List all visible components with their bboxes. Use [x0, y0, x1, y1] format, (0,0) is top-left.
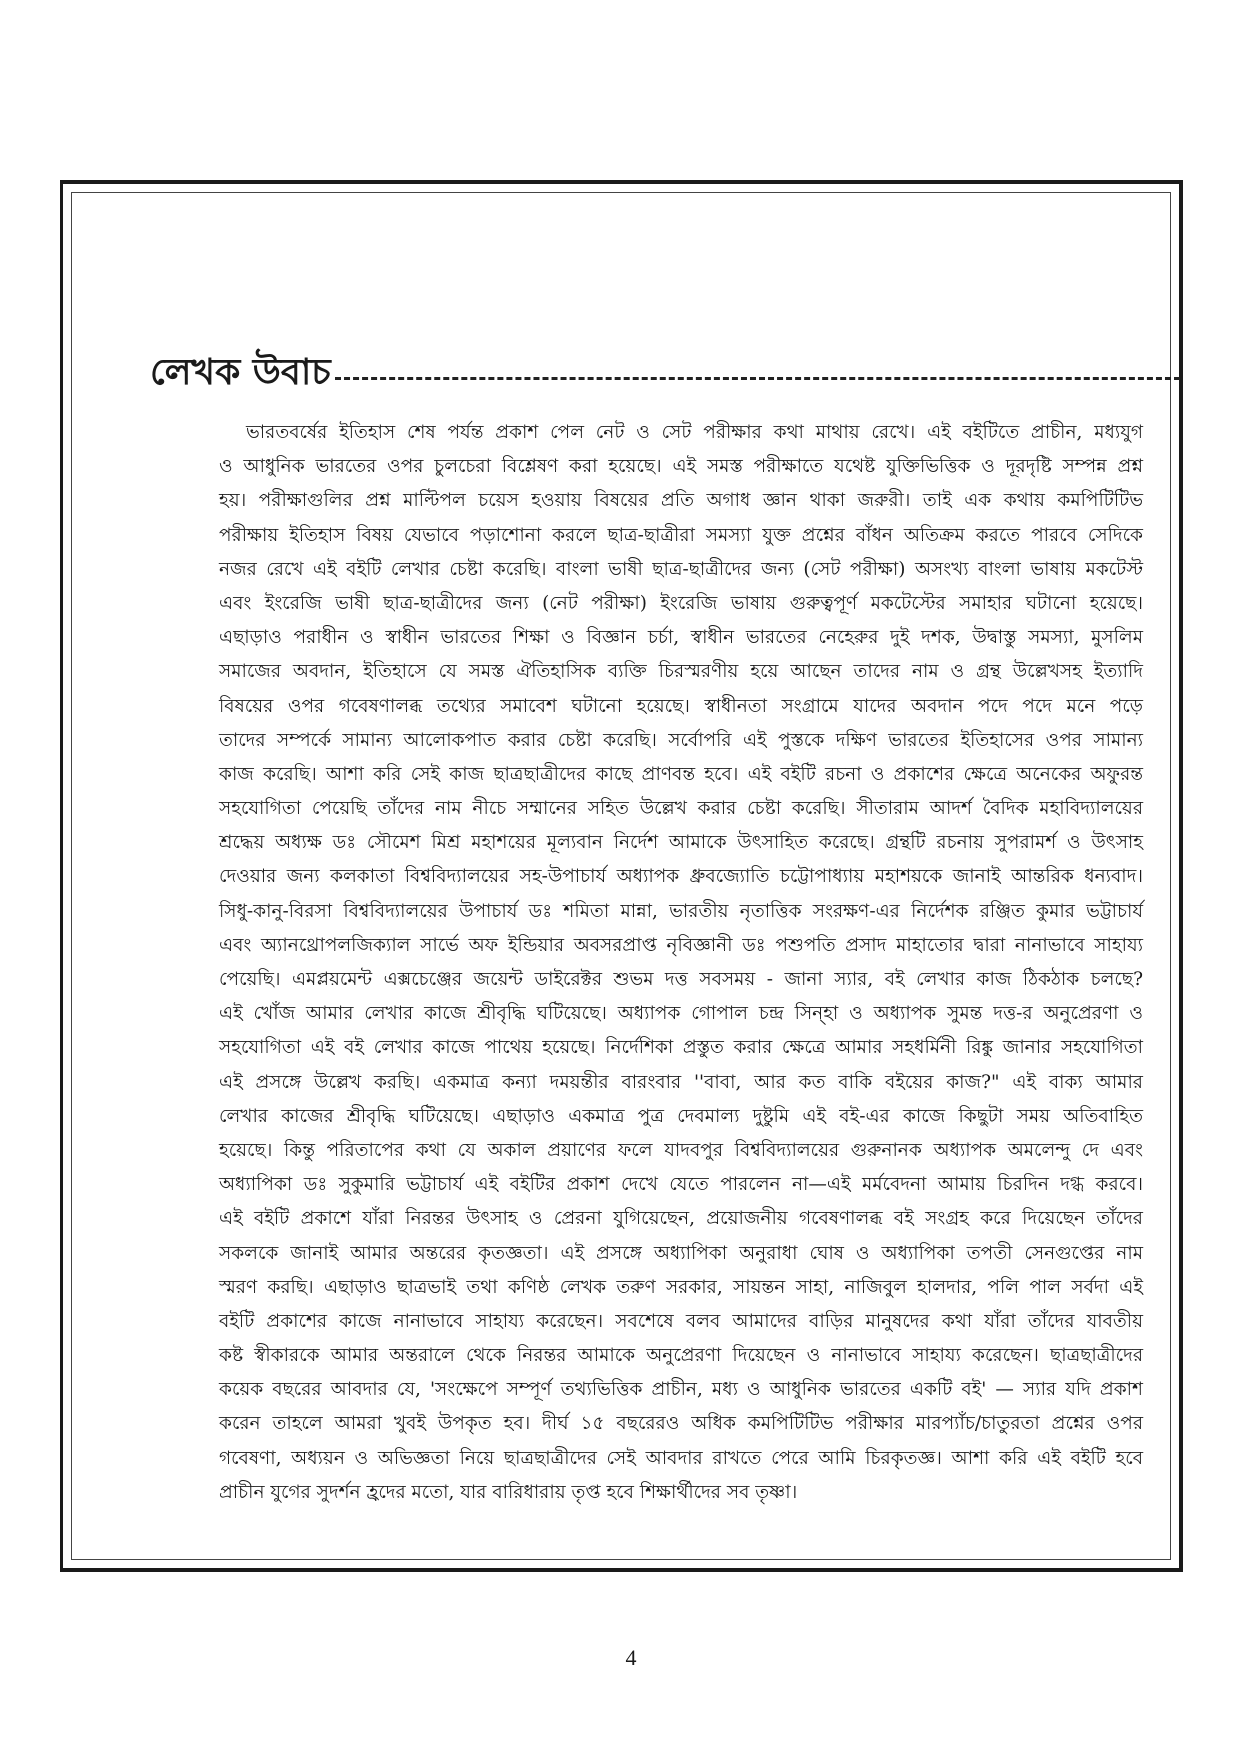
paragraph-line: সহযোগিতা পেয়েছি তাঁদের নাম নীচে সম্মানের সহিত উল্লেখ করার চেষ্টা করেছি। সীতারাম আদর্শ বৈদিক মহাবিদ্যালয়ের [219, 798, 1143, 820]
preface-paragraph [219, 416, 1143, 1510]
paragraph-line: পেয়েছি। এমপ্লয়মেন্ট এক্সচেঞ্জের জয়েন্ট ডাইরেক্টর শুভম দত্ত সবসময় - জানা স্যার, বই লেখার কাজ ঠিকঠাক চলছে? [219, 969, 1143, 990]
paragraph-line: ও আধুনিক ভারতের ওপর চুলচেরা বিশ্লেষণ করা হয়েছে। এই সমস্ত পরীক্ষাতে যথেষ্ট যুক্তিভিত্তিক ও দূরদৃষ্টি সম্পন্ন প্রশ্ন [219, 456, 1143, 478]
paragraph-line: কয়েক বছরের আবদার যে, 'সংক্ষেপে সম্পূর্ণ তথ্যভিত্তিক প্রাচীন, মধ্য ও আধুনিক ভারতের একটি বই' — স্যার যদি প্রকাশ [219, 1379, 1143, 1401]
paragraph-line: কষ্ট স্বীকারকে আমার অন্তরালে থেকে নিরন্তর আমাকে অনুপ্রেরণা দিয়েছেন ও নানাভাবে সাহায্য করেছেন। ছাত্রছাত্রীদের [219, 1345, 1143, 1367]
paragraph-line: এই বইটি প্রকাশে যাঁরা নিরন্তর উৎসাহ ও প্রেরনা যুগিয়েছেন, প্রয়োজনীয় গবেষণালব্ধ বই সংগ্রহ করে দিয়েছেন তাঁদের [219, 1208, 1143, 1230]
paragraph-line: হয়েছে। কিন্তু পরিতাপের কথা যে অকাল প্রয়াণের ফলে যাদবপুর বিশ্ববিদ্যালয়ের গুরুনানক অধ্যাপক অমলেন্দু দে এবং [219, 1139, 1143, 1161]
paragraph-line: সমাজের অবদান, ইতিহাসে যে সমস্ত ঐতিহাসিক ব্যক্তি চিরস্মরণীয় হয়ে আছেন তাদের নাম ও গ্রন্থ উল্লেখসহ ইত্যাদি [219, 661, 1143, 683]
paragraph-line: কাজ করেছি। আশা করি সেই কাজ ছাত্রছাত্রীদের কাছে প্রাণবন্ত হবে। এই বইটি রচনা ও প্রকাশের ক্ষেত্রে অনেকের অফুরন্ত [219, 763, 1143, 785]
paragraph-line: এবং ইংরেজি ভাষী ছাত্র-ছাত্রীদের জন্য (নেট পরীক্ষা) ইংরেজি ভাষায় গুরুত্বপূর্ণ মকটেস্টের সমাহার ঘটানো হয়েছে। [219, 592, 1143, 614]
paragraph-line: বিষয়ের ওপর গবেষণালব্ধ তথ্যের সমাবেশ ঘটানো হয়েছে। স্বাধীনতা সংগ্রামে যাদের অবদান পদে পদে মনে পড়ে [219, 695, 1143, 717]
paragraph-line: ভারতবর্ষের ইতিহাস শেষ পর্যন্ত প্রকাশ পেল নেট ও সেট পরীক্ষার কথা মাথায় রেখে। এই বইটিতে প্রাচীন, মধ্যযুগ [246, 422, 1143, 443]
paragraph-line: হয়। পরীক্ষাগুলির প্রশ্ন মাল্টিপল চয়েস হওয়ায় বিষয়ের প্রতি অগাধ জ্ঞান থাকা জরুরী। তাই এক কথায় কমপিটিটিভ [219, 490, 1143, 512]
paragraph-line: নজর রেখে এই বইটি লেখার চেষ্টা করেছি। বাংলা ভাষী ছাত্র-ছাত্রীদের জন্য (সেট পরীক্ষা) অসংখ্য বাংলা ভাষায় মকটেস্ট [219, 558, 1143, 580]
paragraph-line: এই প্রসঙ্গে উল্লেখ করছি। একমাত্র কন্যা দময়ন্তীর বারংবার ''বাবা, আর কত বাকি বইয়ের কাজ?" এই বাক্য আমার [219, 1071, 1143, 1093]
paragraph-line: সকলকে জানাই আমার অন্তরের কৃতজ্ঞতা। এই প্রসঙ্গে অধ্যাপিকা অনুরাধা ঘোষ ও অধ্যাপিকা তপতী সেনগুপ্তের নাম [219, 1242, 1143, 1264]
paragraph-line: লেখার কাজের শ্রীবৃদ্ধি ঘটিয়েছে। এছাড়াও একমাত্র পুত্র দেবমাল্য দুষ্টুমি এই বই-এর কাজে কিছুটা সময় অতিবাহিত [219, 1105, 1143, 1127]
paragraph-line: এই খোঁজ আমার লেখার কাজে শ্রীবৃদ্ধি ঘটিয়েছে। অধ্যাপক গোপাল চন্দ্র সিন্হা ও অধ্যাপক সুমন্ত দত্ত-র অনুপ্রেরণা ও [219, 1003, 1143, 1025]
paragraph-line: গবেষণা, অধ্যয়ন ও অভিজ্ঞতা নিয়ে ছাত্রছাত্রীদের সেই আবদার রাখতে পেরে আমি চিরকৃতজ্ঞ। আশা করি এই বইটি হবে [219, 1447, 1143, 1469]
paragraph-line: স্মরণ করছি। এছাড়াও ছাত্রভাই তথা কণিষ্ঠ লেখক তরুণ সরকার, সায়ন্তন সাহা, নাজিবুল হালদার, পলি পাল সর্বদা এই [219, 1276, 1143, 1298]
paragraph-line: অধ্যাপিকা ডঃ সুকুমারি ভট্টাচার্য এই বইটির প্রকাশ দেখে যেতে পারলেন না—এই মর্মবেদনা আমায় চিরদিন দগ্ধ করবে। [219, 1174, 1143, 1196]
paragraph-line: পরীক্ষায় ইতিহাস বিষয় যেভাবে পড়াশোনা করলে ছাত্র-ছাত্রীরা সমস্যা যুক্ত প্রশ্নের বাঁধন অতিক্রম করতে পারবে সেদিকে [219, 524, 1143, 546]
paragraph-line: তাদের সম্পর্কে সামান্য আলোকপাত করার চেষ্টা করেছি। সর্বোপরি এই পুস্তকে দক্ষিণ ভারতের ইতিহাসের ওপর সামান্য [219, 729, 1143, 751]
heading-dashed-rule [335, 377, 1180, 380]
paragraph-line: দেওয়ার জন্য কলকাতা বিশ্ববিদ্যালয়ের সহ-উপাচার্য অধ্যাপক ধ্রুবজ্যোতি চট্টোপাধ্যায় মহাশয়কে জানাই আন্তরিক ধন্যবাদ। [219, 866, 1143, 888]
paragraph-line: সিধু-কানু-বিরসা বিশ্ববিদ্যালয়ের উপাচার্য ডঃ শমিতা মান্না, ভারতীয় নৃতাত্তিক সংরক্ষণ-এর নির্দেশক রঞ্জিত কুমার ভট্টাচার্য [219, 900, 1143, 922]
page-number: 4 [625, 1645, 637, 1670]
paragraph-line: এছাড়াও পরাধীন ও স্বাধীন ভারতের শিক্ষা ও বিজ্ঞান চর্চা, স্বাধীন ভারতের নেহেরুর দুই দশক, উদ্বাস্তু সমস্যা, মুসলিম [219, 627, 1143, 649]
paragraph-line: করেন তাহলে আমরা খুবই উপকৃত হব। দীর্ঘ ১৫ বছরেরও অধিক কমপিটিটিভ পরীক্ষার মারপ্যাঁচ/চাতুরতা প্রশ্নের ওপর [219, 1413, 1143, 1435]
paragraph-line: এবং অ্যানথ্রোপলজিক্যাল সার্ভে অফ ইন্ডিয়ার অবসরপ্রাপ্ত নৃবিজ্ঞানী ডঃ পশুপতি প্রসাদ মাহাতোর দ্বারা নানাভাবে সাহায্য [219, 934, 1143, 956]
paragraph-line: বইটি প্রকাশের কাজে নানাভাবে সাহায্য করেছেন। সবশেষে বলব আমাদের বাড়ির মানুষদের কথা যাঁরা তাঁদের যাবতীয় [219, 1310, 1143, 1332]
paragraph-line: সহযোগিতা এই বই লেখার কাজে পাথেয় হয়েছে। নির্দেশিকা প্রস্তুত করার ক্ষেত্রে আমার সহধর্মিনী রিঙ্কু জানার সহযোগিতা [219, 1037, 1143, 1059]
paragraph-line: প্রাচীন যুগের সুদর্শন হ্রদের মতো, যার বারিধারায় তৃপ্ত হবে শিক্ষার্থীদের সব তৃষ্ণা। [219, 1481, 798, 1503]
heading-title: লেখক উবাচ [150, 351, 331, 393]
section-heading [150, 350, 1180, 394]
paragraph-line: শ্রদ্ধেয় অধ্যক্ষ ডঃ সৌমেশ মিশ্র মহাশয়ের মূল্যবান নির্দেশ আমাকে উৎসাহিত করেছে। গ্রন্থটি রচনায় সুপরামর্শ ও উৎসাহ [219, 832, 1143, 854]
